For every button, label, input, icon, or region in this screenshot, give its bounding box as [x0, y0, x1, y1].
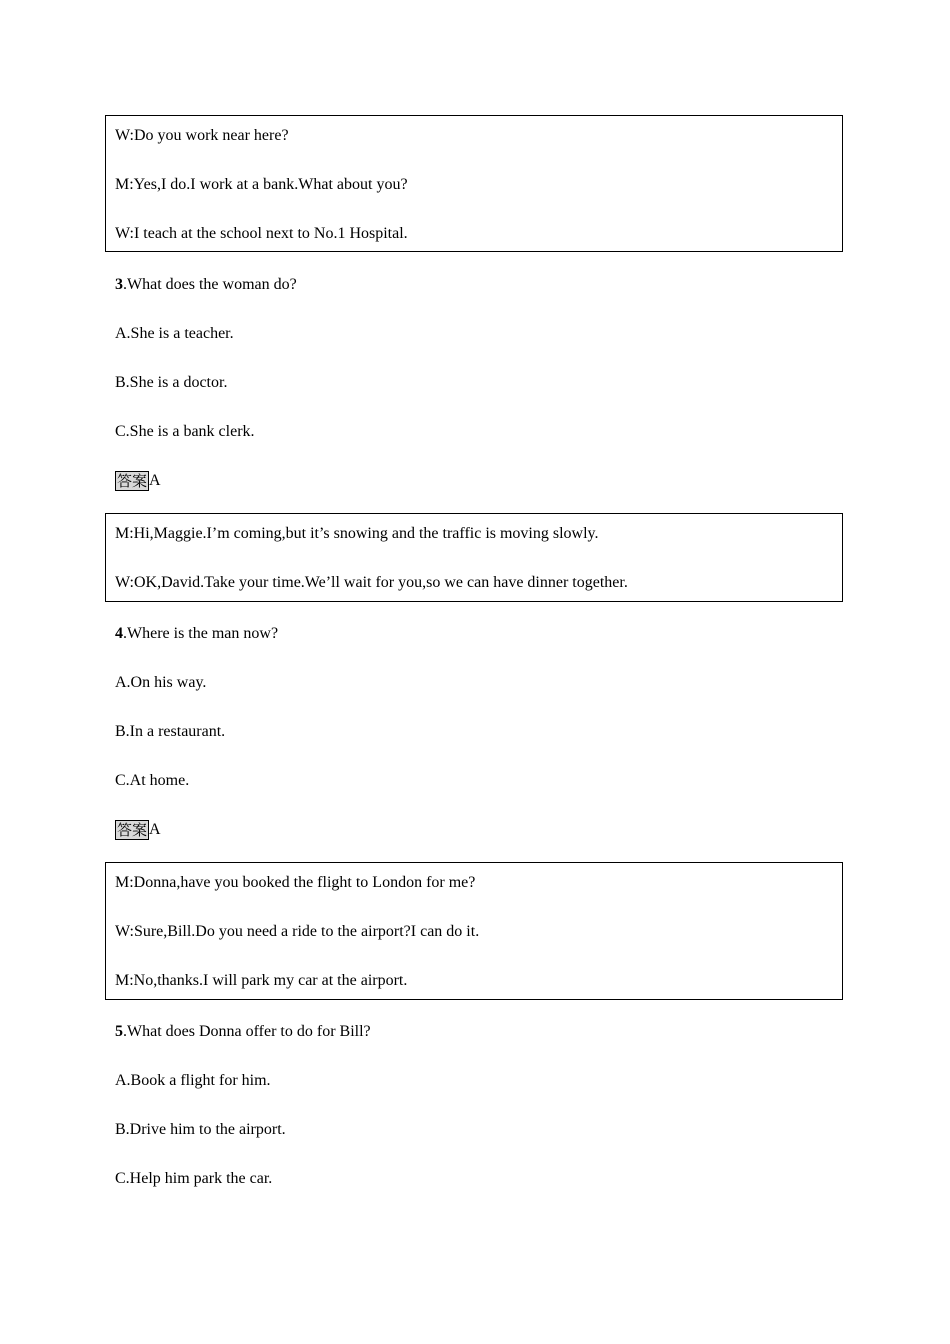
question-5 [115, 1022, 371, 1042]
dialogue-line: W:Do you work near here? [115, 127, 289, 144]
option-a: A.Book a flight for him. [115, 1072, 271, 1089]
dialogue-line: W:OK,David.Take your time.We’ll wait for you,so we can have dinner together. [115, 574, 628, 591]
dialogue-box [105, 115, 843, 252]
option-b: B.In a restaurant. [115, 723, 226, 740]
question-number: 5 [115, 1023, 123, 1040]
dialogue-line: W:Sure,Bill.Do you need a ride to the airport?I can do it. [115, 923, 480, 940]
question-text: .Where is the man now? [123, 625, 279, 642]
option-c: C.She is a bank clerk. [115, 423, 255, 440]
answer-value: A [149, 472, 161, 489]
dialogue-line: M:No,thanks.I will park my car at the airport. [115, 972, 408, 989]
question-3 [115, 275, 297, 295]
dialogue-line: M:Donna,have you booked the flight to London for me? [115, 874, 476, 891]
dialogue-line: M:Yes,I do.I work at a bank.What about you? [115, 176, 408, 193]
question-number: 4 [115, 625, 123, 642]
option-b: B.She is a doctor. [115, 374, 228, 391]
question-4 [115, 624, 278, 644]
option-c: C.Help him park the car. [115, 1170, 273, 1187]
answer-value: A [149, 821, 161, 838]
question-text: .What does the woman do? [123, 276, 297, 293]
answer-badge: 答案 [117, 821, 148, 839]
dialogue-box [105, 862, 843, 1000]
question-number: 3 [115, 276, 123, 293]
dialogue-box [105, 513, 843, 602]
option-c: C.At home. [115, 772, 190, 789]
answer-badge: 答案 [117, 472, 148, 490]
dialogue-line: W:I teach at the school next to No.1 Hospital. [115, 225, 408, 242]
option-a: A.She is a teacher. [115, 325, 234, 342]
answer-row [115, 820, 161, 840]
option-a: A.On his way. [115, 674, 207, 691]
question-text: .What does Donna offer to do for Bill? [123, 1023, 371, 1040]
dialogue-line: M:Hi,Maggie.I’m coming,but it’s snowing and the traffic is moving slowly. [115, 525, 599, 542]
option-b: B.Drive him to the airport. [115, 1121, 286, 1138]
answer-row [115, 471, 161, 491]
